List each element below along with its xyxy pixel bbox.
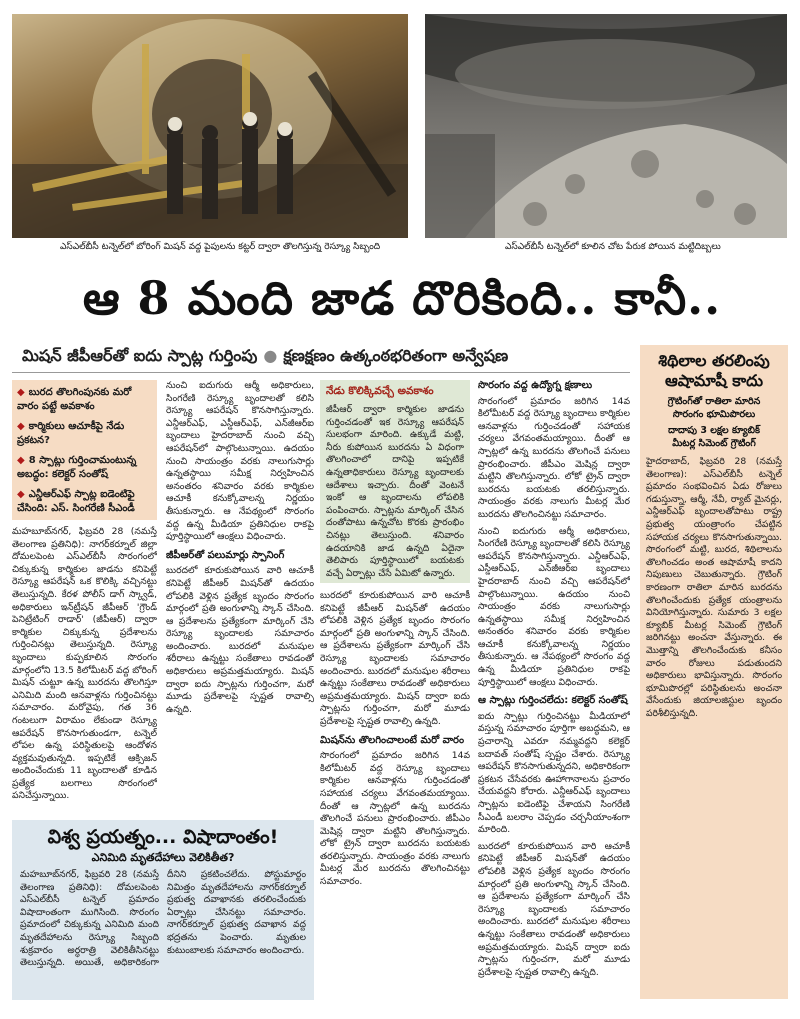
side-box-title-2: ఆషామాషీ కాదు — [664, 371, 764, 390]
main-headline: ఆ 8 మంది జాడ దొరికింది.. కానీ.. — [82, 271, 722, 325]
subheadline — [22, 345, 508, 367]
subheadline-part2: క్షణక్షణం ఉత్కంఠభరితంగా అన్వేషణ — [283, 346, 509, 365]
column-2-text-b: బురదలో కూరుకుపోయిన వారి ఆచూకీ కనిపెట్టే జీపీఆర్ మిషన్‌తో ఉదయం లోపలికి వెళ్లిన ప్రత్యేక బృందం సొరంగం మార్గంలో ప్రతి అంగుళాన్ని స్కాన్ చేసింది. ఆ ప్రదేశాలను ప్రత్యేకంగా మార్కింగ్ చేసి రెస్క్యూ బృందాలకు సమాచారం అందించారు. బురదలో మనుషుల శరీరాలు ఉన్నట్టు సంకేతాలు రావడంతో అధికారులు అప్రమత్తమయ్యారు. మిషన్ ద్వారా ఐదు స్పాట్లను గుర్తించగా, మరో మూడు ప్రదేశాలపై స్పష్టత రావాల్సి ఉన్నది. — [166, 565, 314, 715]
side-box-sub-2: సొరంగం భూమిపొరలు — [672, 409, 756, 420]
column-4-text: సొరంగంలో ప్రమాదం జరిగిన 14వ కిలోమీటర్ వద్ద రెస్క్యూ బృందాలు కార్మికుల ఆనవాళ్లను గుర్తించడంతో సహాయక చర్యలు వేగవంతమయ్యాయి. దీంతో ఆ స్పాట్లలో ఉన్న బురదను తొలగించే పనులు ప్రారంభించారు. జీపీఎం మెషిన్ల ద్వారా మట్టిని తొలగిస్తున్నారు. లోకో ట్రైన్ ద్వారా బురదను బయటకు తరలిస్తున్నారు. సాయంత్రం వరకు నాలుగు మీటర్ల మేర బురదను తొలగించినట్టు సమాచారం. — [478, 395, 630, 520]
article-column-2 — [166, 380, 314, 816]
right-photo-caption: ఎస్‌ఎల్‌బీసీ టన్నెల్‌లో కూలిన చోట పేరుక పోయిన మట్టిదిబ్బలు — [505, 242, 721, 252]
column-2-text: నుంచి ఐదుగురు ఆర్మీ అధికారులు, సింగరేణి రెస్క్యూ బృందాలతో కలిసి రెస్క్యూ ఆపరేషన్ కొనసాగిస్తున్నారు. ఎన్డీఆర్‌ఎఫ్, ఎస్డీఆర్‌ఎఫ్, ఎన్‌జీఆర్‌ఐ బృందాలు హైదరాబాద్ నుంచి వచ్చి ఆపరేషన్‌లో పాల్గొంటున్నాయి. ఉదయం నుంచి సాయంత్రం వరకు నాలుగుసార్లు ఉన్నతస్థాయి సమీక్ష నిర్వహించిన అనంతరం శనివారం వరకు కార్మికుల ఆచూకీ కనుక్కోవాలన్న నిర్ణయం తీసుకున్నారు. ఆ నేపథ్యంలో సొరంగం వద్ద ఉన్న మీడియా ప్రతినిధుల రాకపై పూర్తిస్థాయిలో ఆంక్షలు విధించారు. — [166, 380, 314, 543]
column-3-lower-text-b: సొరంగంలో ప్రమాదం జరిగిన 14వ కిలోమీటర్ వద్ద రెస్క్యూ బృందాలు కార్మికుల ఆనవాళ్లను గుర్తించడంతో సహాయక చర్యలు వేగవంతమయ్యాయి. దీంతో ఆ స్పాట్లలో ఉన్న బురదను తొలగించే పనులు ప్రారంభించారు. జీపీఎం మెషిన్ల ద్వారా మట్టిని తొలగిస్తున్నారు. లోకో ట్రైన్ ద్వారా బురదను బయటకు తరలిస్తున్నారు. సాయంత్రం వరకు నాలుగు మీటర్ల మేర బురదను తొలగించినట్టు సమాచారం. — [320, 750, 470, 888]
side-box — [640, 345, 788, 999]
left-photo-caption: ఎస్‌ఎల్‌బీసీ టన్నెల్‌లో బోరింగ్ మిషన్ వద్ద పైపులను కట్టర్ ద్వారా తొలగిస్తున్న రెస్క్యూ సిబ్బంది — [60, 242, 381, 252]
highlight-item: ◆ ఎన్డీఆర్‌ఎఫ్ స్పాట్ల ఐడెంటిఫై చేసింది: ఎస్. సింగరేణి సీఎండీ — [17, 489, 135, 514]
subhead-mission-week: మిషన్‌ను తొలగించాలంటే మరో వారం — [320, 734, 465, 746]
column-4-text-2: నుంచి ఐదుగురు ఆర్మీ అధికారులు, సింగరేణి రెస్క్యూ బృందాలతో కలిసి రెస్క్యూ ఆపరేషన్ కొనసాగిస్తున్నారు. ఎన్డీఆర్‌ఎఫ్, ఎస్డీఆర్‌ఎఫ్, ఎన్‌జీఆర్‌ఐ బృందాలు హైదరాబాద్ నుంచి వచ్చి ఆపరేషన్‌లో పాల్గొంటున్నాయి. ఉదయం నుంచి సాయంత్రం వరకు నాలుగుసార్లు ఉన్నతస్థాయి సమీక్ష నిర్వహించిన అనంతరం శనివారం వరకు కార్మికుల ఆచూకీ కనుక్కోవాలన్న నిర్ణయం తీసుకున్నారు. ఆ నేపథ్యంలో సొరంగం వద్ద ఉన్న మీడియా ప్రతినిధుల రాకపై పూర్తిస్థాయిలో ఆంక్షలు విధించారు. — [478, 525, 630, 688]
subheadline-part1: మిషన్ జీపీఆర్‌తో ఐదు స్పాట్ల గుర్తింపు — [22, 346, 258, 365]
bullet-icon: ◆ — [17, 455, 25, 466]
bullet-icon: ◆ — [17, 387, 25, 398]
bottom-box — [12, 820, 314, 1000]
bottom-box-title: విశ్వ ప్రయత్నం... విషాదాంతం! — [47, 826, 279, 848]
article-column-4 — [478, 380, 630, 1000]
bullet-icon: ◆ — [17, 421, 25, 432]
highlights-box — [12, 380, 157, 520]
column-4-text-3: ఐదు స్పాట్లు గుర్తించినట్టు మీడియాలో వస్తున్న సమాచారం పూర్తిగా అబద్ధమని, ఆ ప్రచారాన్ని ఎవరూ నమ్మవద్దని కలెక్టర్ బదావత్ సంతోష్ స్పష్టం చేశారు. రెస్క్యూ ఆపరేషన్ కొనసాగుతున్నదని, అధికారికంగా ప్రకటన చేసేవరకు ఊహాగానాలను ప్రచారం చేయవద్దని కోరారు. ఎన్డీఆర్‌ఎఫ్ బృందాలు స్పాట్లను ఐడెంటిఫై చేశాయని సింగరేణి సీఎండీ బలరాం చెప్పడం చర్చనీయాంశంగా మారింది. — [478, 710, 630, 836]
highlight-item: ◆ 8 స్పాట్లు గుర్తించామంటున్న అబద్ధం: కలెక్టర్ సంతోష్ — [17, 455, 137, 480]
debris-scene-illustration — [425, 14, 787, 238]
subheadline-separator-icon: ● — [263, 346, 278, 365]
side-box-sub-4: మీటర్ల సిమెంట్ గ్రౌటింగ్ — [672, 438, 756, 449]
side-box-sub-1: గ్రౌటింగ్‌తో రాతిలా మారిన — [667, 396, 761, 407]
subhead-collector: ఆ స్పాట్లు గుర్తించలేదు: కలెక్టర్ సంతోష్ — [478, 695, 628, 707]
bottom-box-body: మహబూబ్‌నగర్, ఫిబ్రవరి 28 (నమస్తే తెలంగాణ ప్రతినిధి): దోమలపెంట ఎస్‌ఎల్‌బీసీ టన్నెల్ ప్రమాదం విషాదాంతంగా ముగిసింది. సొరంగం ప్రమాదంలో చిక్కుకున్న ఎనిమిది మంది మృతదేహాలను రెస్క్యూ సిబ్బంది శుక్రవారం అర్ధరాత్రి వెలికితీసినట్టు తెలుస్తున్నది. అయితే, అధికారికంగా దీనిని ప్రకటించలేదు. పోస్టుమార్టం నిమిత్తం మృతదేహాలను నాగర్‌కర్నూల్ ప్రభుత్వ దవాఖానకు తరలించేందుకు ఏర్పాట్లు చేసినట్టు సమాచారం. నాగర్‌కర్నూల్ ప్రభుత్వ దవాఖాన వద్ద భద్రతను పెంచారు. మృతుల కుటుంబాలకు సమాచారం అందించారు. — [20, 869, 306, 969]
tunnel-scene-illustration — [12, 14, 408, 238]
bullet-icon: ◆ — [17, 489, 25, 500]
divider-top — [12, 372, 630, 373]
article-column-3-lower — [320, 590, 470, 998]
side-box-sub-3: దాదాపు 3 లక్షల క్యూబిక్ — [668, 425, 760, 436]
article-column-1 — [12, 526, 157, 816]
info-box-body: జీపీఆర్ ద్వారా కార్మికుల జాడను గుర్తించడంతో ఇక రెస్క్యూ ఆపరేషన్ సులభంగా మారింది. ఉక్కుడే మట్టి, నీరు కుపోయిన బురదను ఏ విధంగా తొలగించాలో దానిపై ఇప్పటికే ఉన్నతాధికారులు రెస్క్యూ బృందాలకు ఆదేశాలు ఇచ్చారు. దీంతో వెంటనే ఇంకో ఆ బృందాలను లోపలికి పంపించారు. స్పాట్లను మార్కింగ్ చేసిన దంతోపాటు ఉన్నచోట కొరకు ప్రారంభిం చినట్లు తెలుస్తుంది. శనివారం ఉదయానికి జాడ ఉన్నది ఏదైనా తెలిపారు పూర్తిస్థాయిలో బయటకు వచ్చే ఏర్పాట్లు చేసే ఏమిటో ఉన్నారు. — [326, 404, 464, 579]
column-1-text: మహబూబ్‌నగర్, ఫిబ్రవరి 28 (నమస్తే తెలంగాణ ప్రతినిధి): నాగర్‌కర్నూల్ జిల్లా దోమలపెంట ఎస్‌ఎల్‌బీసీ సొరంగంలో చిక్కుకున్న కార్మికుల జాడను కనిపెట్టే రెస్క్యూ ఆపరేషన్ ఒక కొలిక్కి వచ్చినట్టు తెలుస్తున్నది. కేరళ పోలీస్ డాగ్ స్క్వాడ్, అధికారులు ఇన్‌ట్రీషన్ జీపీఆర్ 'గ్రౌండ్ పెనిట్రేటింగ్ రాడార్' (జీపీఆర్) ద్వారా కార్మికుల చిక్కుకున్న ప్రదేశాలను గుర్తించినట్లు తెలుస్తున్నది. రెస్క్యూ బృందాలు కుప్పకూలిన సొరంగం మార్గంలోని 13.5 కిలోమీటర్ వద్ద బోరింగ్ మిషన్ చుట్టూ ఉన్న బురదను తొలగిస్తూ ఎనిమిది మంది ఆనవాళ్లను గుర్తించినట్టు సమాచారం. మరోవైపు, గత 36 గంటలుగా విరామం లేకుండా రెస్క్యూ ఆపరేషన్ కొనసాగుతుండగా, టన్నెల్ లోపల ఉన్న పరిస్థితులపై ఆందోళన వ్యక్తమవుతున్నది. ఇప్పటికే ఆక్సిజన్ అందించేందుకు 11 బృందాలతో కూడిన ప్రత్యేక బలగాలు సొరంగంలో పనిచేస్తున్నాయి. — [12, 526, 157, 802]
highlight-item: ◆ కార్మికులు ఆచూకీపై నేడు ప్రకటన? — [17, 421, 125, 446]
subhead-rescue-teams: సొరంగం వద్ద ఉద్యోగ్న క్షణాలు — [478, 380, 593, 391]
subhead-gpr-spotting: జీపీఆర్‌తో పలుమార్లు స్పానింగ్ — [166, 549, 285, 561]
highlight-item: ◆ బురద తొలగింపునకు మరో వారం పట్టే అవకాశం — [17, 387, 132, 412]
info-box — [320, 380, 470, 583]
column-4-text-4: బురదలో కూరుకుపోయిన వారి ఆచూకీ కనిపెట్టే జీపీఆర్ మిషన్‌తో ఉదయం లోపలికి వెళ్లిన ప్రత్యేక బృందం సొరంగం మార్గంలో ప్రతి అంగుళాన్ని స్కాన్ చేసింది. ఆ ప్రదేశాలను ప్రత్యేకంగా మార్కింగ్ చేసి రెస్క్యూ బృందాలకు సమాచారం అందించారు. బురదలో మనుషుల శరీరాలు ఉన్నట్టు సంకేతాలు రావడంతో అధికారులు అప్రమత్తమయ్యారు. మిషన్ ద్వారా ఐదు స్పాట్లను గుర్తించగా, మరో మూడు ప్రదేశాలపై స్పష్టత రావాల్సి ఉన్నది. — [478, 840, 630, 978]
side-box-body: హైదరాబాద్, ఫిబ్రవరి 28 (నమస్తే తెలంగాణ): ఎస్‌ఎల్‌బీసీ టన్నెల్ ప్రమాదం సంభవించిన ఏడు రోజులు గడుస్తున్నా, ఆర్మీ, నేవీ, ర్యాట్ మైనర్లు, ఎన్డీఆర్‌ఎఫ్ బృందాలతోపాటు రాష్ట్ర ప్రభుత్వ యంత్రాంగం చేపట్టిన సహాయక చర్యలు కొనసాగుతున్నాయి. సొరంగంలో మట్టి, బురద, శిథిలాలను తొలగించడం అంత ఆషామాషీ కాదని నిపుణులు చెబుతున్నారు. గ్రౌటింగ్ కారణంగా రాతిలా మారిన బురదను తొలగించేందుకు ప్రత్యేక యంత్రాలను వినియోగిస్తున్నారు. సుమారు 3 లక్షల క్యూబిక్ మీటర్ల సిమెంట్ గ్రౌటింగ్ జరిగినట్టు అంచనా వేస్తున్నారు. ఈ మొత్తాన్ని తొలగించేందుకు కనీసం వారం రోజులు పడుతుందని అధికారులు భావిస్తున్నారు. సొరంగం భూమిపొరల్లో పరిస్థితులను అంచనా వేసేందుకు జియాలజిస్టుల బృందం పరిశీలిస్తున్నది. — [646, 456, 782, 719]
photo-tunnel-debris — [425, 14, 787, 238]
photo-tunnel-boring-machine — [12, 14, 408, 238]
column-3-lower-text: బురదలో కూరుకుపోయిన వారి ఆచూకీ కనిపెట్టే జీపీఆర్ మిషన్‌తో ఉదయం లోపలికి వెళ్లిన ప్రత్యేక బృందం సొరంగం మార్గంలో ప్రతి అంగుళాన్ని స్కాన్ చేసింది. ఆ ప్రదేశాలను ప్రత్యేకంగా మార్కింగ్ చేసి రెస్క్యూ బృందాలకు సమాచారం అందించారు. బురదలో మనుషుల శరీరాలు ఉన్నట్టు సంకేతాలు రావడంతో అధికారులు అప్రమత్తమయ్యారు. మిషన్ ద్వారా ఐదు స్పాట్లను గుర్తించగా, మరో మూడు ప్రదేశాలపై స్పష్టత రావాల్సి ఉన్నది. — [320, 590, 470, 727]
side-box-title-1: శిథిలాల తరలింపు — [658, 351, 770, 370]
info-box-title: నేడు కొలిక్కివచ్చే అవకాశం — [326, 385, 434, 397]
bottom-box-subtitle: ఎనిమిది మృతదేహాలు వెలికితీత? — [91, 851, 235, 864]
